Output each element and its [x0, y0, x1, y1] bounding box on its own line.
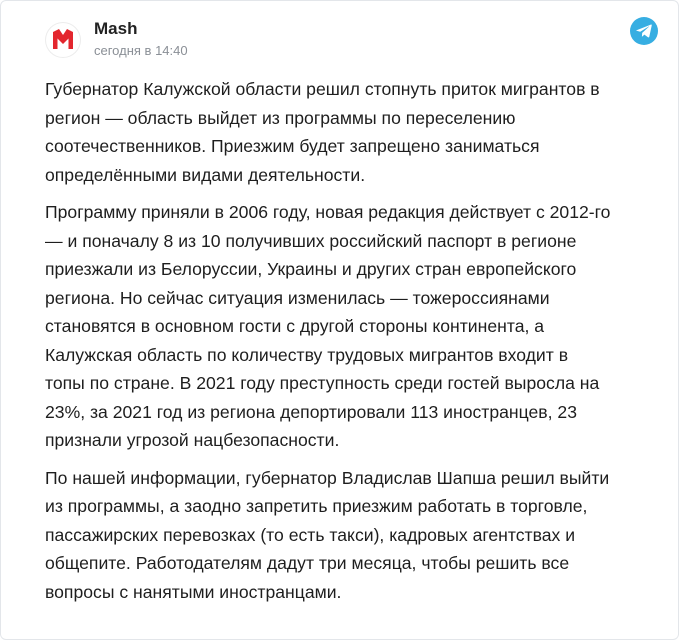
post-header — [1, 1, 680, 73]
paper-plane-icon — [636, 24, 652, 38]
post-timestamp: сегодня в 14:40 — [94, 43, 188, 58]
post-paragraph-2: Программу приняли в 2006 году, новая редакция действует с 2012-го — и поначалу 8 из 10 получивших российский паспорт в регионе приезжали из Белоруссии, Украины и других стран европейского региона. Но сейчас ситуация изменилась — тожероссиянами становятся в основном гости с другой стороны континента, а Калужская область по количеству трудовых мигрантов входит в топы по стране. В 2021 году преступность среди гостей выросла на 23%, за 2021 год из региона депортировали 113 иностранцев, 23 признали угрозой нацбезопасности. — [45, 202, 611, 450]
post-paragraph-1: Губернатор Калужской области решил стопнуть приток мигрантов в регион — область выйдет из программы по переселению соотечественников. Приезжим будет запрещено заниматься определёнными видами деятельности. — [45, 79, 600, 185]
post-text — [45, 75, 665, 615]
mash-logo-icon — [51, 29, 75, 51]
channel-avatar[interactable] — [46, 23, 80, 57]
post-paragraph-3: По нашей информации, губернатор Владислав Шапша решил выйти из программы, а заодно запретить приезжим работать в торговле, пассажирских перевозках (то есть такси), кадровых агентствах и общепите. Работодателям дадут три месяца, чтобы решить все вопросы с нанятыми иностранцами. — [45, 467, 610, 602]
telegram-icon[interactable] — [630, 17, 658, 45]
channel-name[interactable]: Mash — [94, 19, 138, 38]
